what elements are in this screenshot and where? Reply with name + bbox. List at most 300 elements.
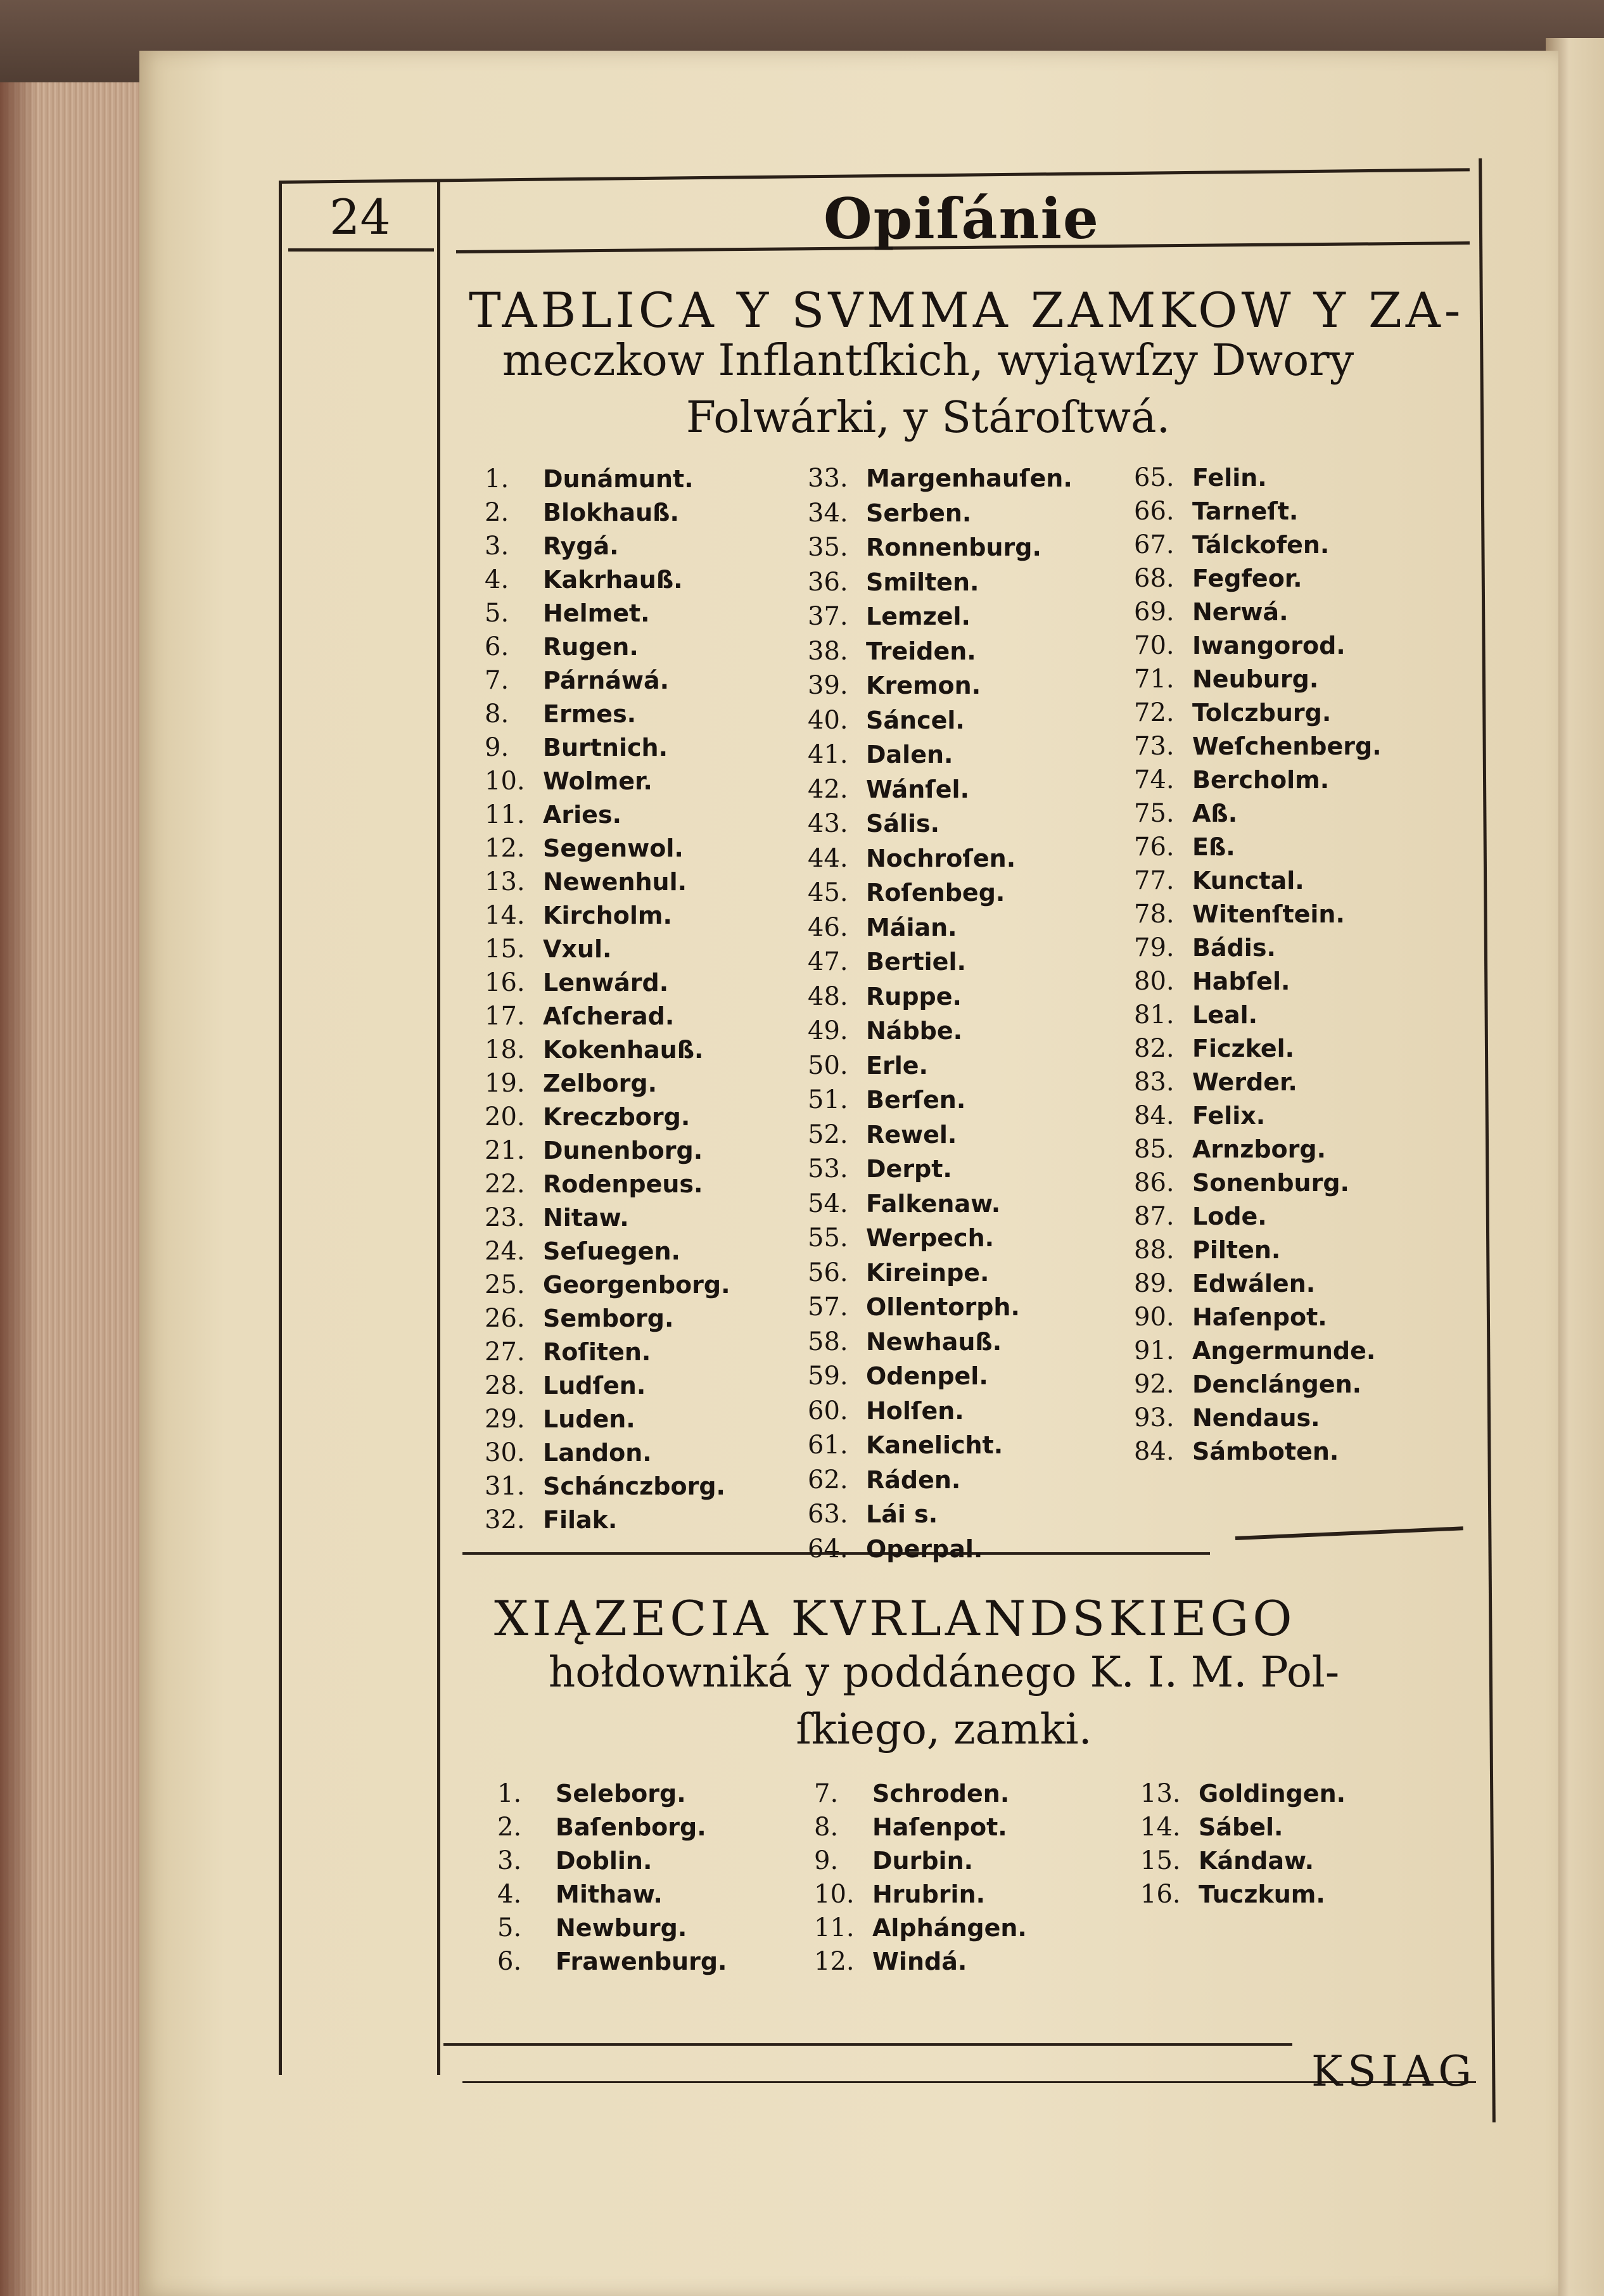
running-head: Opiſánie <box>824 186 1100 252</box>
entry-number: 43. <box>808 809 848 838</box>
entry-name: Iwangorod. <box>1192 632 1346 660</box>
list-item <box>808 1049 1112 1083</box>
entry-number: 9. <box>814 1846 839 1875</box>
entry-number: 48. <box>808 981 848 1011</box>
entry-number: 13. <box>1140 1779 1181 1808</box>
list-item <box>808 703 1112 738</box>
entry-name: Newenhul. <box>543 868 687 896</box>
list-item <box>1134 864 1463 898</box>
list-item <box>485 1134 763 1168</box>
entry-name: Newburg. <box>556 1914 687 1942</box>
entry-name: Schroden. <box>872 1780 1010 1808</box>
entry-name: Máian. <box>866 913 957 941</box>
list-item <box>485 1336 763 1369</box>
entry-number: 16. <box>485 968 525 997</box>
frame-left-outer <box>279 181 282 2075</box>
entry-number: 74. <box>1134 765 1174 794</box>
entry-name: Kándaw. <box>1199 1847 1314 1875</box>
entry-name: Treiden. <box>866 637 976 665</box>
entry-name: Sábel. <box>1199 1813 1283 1841</box>
list-item <box>485 1369 763 1403</box>
list-item <box>808 1532 1112 1567</box>
list-item <box>1134 898 1463 931</box>
entry-number: 82. <box>1134 1034 1174 1063</box>
entry-number: 4. <box>485 565 509 594</box>
list-item <box>485 933 763 966</box>
entry-name: Leal. <box>1192 1001 1258 1029</box>
entry-name: Doblin. <box>556 1847 652 1875</box>
entry-name: Durbin. <box>872 1847 974 1875</box>
entry-name: Erle. <box>866 1051 928 1080</box>
entry-number: 62. <box>808 1465 848 1495</box>
list-item <box>814 1777 1118 1811</box>
entry-number: 52. <box>808 1119 848 1149</box>
list-item <box>1134 629 1463 663</box>
entry-number: 65. <box>1134 463 1174 492</box>
entry-number: 33. <box>808 464 848 493</box>
entry-name: Filak. <box>543 1506 618 1534</box>
list-item <box>485 1235 763 1268</box>
list-item <box>808 1256 1112 1291</box>
entry-name: Ruppe. <box>866 982 962 1011</box>
entry-name: Semborg. <box>543 1304 674 1332</box>
list-item <box>485 630 763 664</box>
entry-name: Kremon. <box>866 672 981 699</box>
entry-number: 31. <box>485 1472 525 1501</box>
table1-title-line1: TABLICA Y SVMMA ZAMKOW Y ZA- <box>469 282 1465 338</box>
list-item <box>808 910 1112 945</box>
entry-name: Segenwol. <box>543 834 684 862</box>
list-item <box>485 1000 763 1033</box>
entry-number: 59. <box>808 1362 848 1391</box>
entry-number: 88. <box>1134 1235 1174 1265</box>
entry-number: 61. <box>808 1431 848 1460</box>
list-item <box>485 1100 763 1134</box>
entry-name: Schánczborg. <box>543 1472 725 1500</box>
entry-name: Weſchenberg. <box>1192 732 1382 760</box>
list-item <box>1134 1166 1463 1200</box>
table1-column-2 <box>808 461 1112 1566</box>
list-item <box>814 1945 1118 1979</box>
list-item <box>1134 696 1463 730</box>
entry-number: 21. <box>485 1136 525 1165</box>
entry-name: Arnzborg. <box>1192 1135 1327 1163</box>
entry-number: 13. <box>485 867 525 896</box>
gutter-shadow <box>0 82 38 2296</box>
entry-name: Kokenhauß. <box>543 1036 704 1064</box>
list-item <box>808 1083 1112 1118</box>
entry-number: 76. <box>1134 832 1174 862</box>
list-item <box>808 668 1112 703</box>
list-item <box>485 698 763 731</box>
entry-number: 67. <box>1134 530 1174 559</box>
entry-number: 30. <box>485 1438 525 1467</box>
entry-name: Rodenpeus. <box>543 1170 703 1198</box>
entry-name: Kreczborg. <box>543 1103 691 1131</box>
entry-number: 84. <box>1134 1437 1174 1466</box>
entry-number: 10. <box>814 1880 855 1909</box>
entry-name: Bertiel. <box>866 948 966 976</box>
entry-number: 42. <box>808 774 848 804</box>
entry-name: Sáncel. <box>866 706 965 734</box>
entry-name: Berſen. <box>866 1086 966 1114</box>
entry-number: 6. <box>485 632 509 661</box>
list-item <box>808 1325 1112 1360</box>
list-item <box>485 832 763 865</box>
entry-name: Tolczburg. <box>1192 699 1332 727</box>
entry-name: Kireinpe. <box>866 1258 990 1287</box>
list-item <box>485 1403 763 1436</box>
entry-number: 18. <box>485 1035 525 1064</box>
list-item <box>814 1811 1118 1844</box>
entry-name: Denclángen. <box>1192 1370 1362 1398</box>
entry-name: Pilten. <box>1192 1236 1281 1264</box>
entry-number: 55. <box>808 1223 848 1253</box>
entry-name: Landon. <box>543 1439 652 1467</box>
entry-number: 86. <box>1134 1168 1174 1197</box>
entry-number: 3. <box>497 1846 522 1875</box>
entry-number: 3. <box>485 532 509 561</box>
list-item <box>485 1201 763 1235</box>
list-item <box>808 772 1112 807</box>
entry-number: 37. <box>808 602 848 631</box>
entry-number: 39. <box>808 671 848 700</box>
entry-number: 2. <box>485 498 509 527</box>
entry-name: Neuburg. <box>1192 665 1319 693</box>
table1-column-1 <box>485 462 763 1537</box>
list-item <box>1134 528 1463 562</box>
entry-number: 12. <box>814 1947 855 1976</box>
table2-title-line2: hołdowniká y poddánego K. I. M. Pol- <box>548 1648 1340 1697</box>
list-item <box>1134 1334 1463 1368</box>
entry-name: Lemzel. <box>866 603 971 630</box>
entry-number: 15. <box>485 934 525 964</box>
entry-number: 38. <box>808 636 848 666</box>
entry-name: Ficzkel. <box>1192 1035 1295 1062</box>
page-number: 24 <box>329 189 391 245</box>
table1-column-3 <box>1134 461 1463 1469</box>
entry-number: 47. <box>808 947 848 976</box>
entry-number: 7. <box>814 1779 839 1808</box>
list-item <box>485 765 763 798</box>
entry-number: 60. <box>808 1396 848 1425</box>
entry-number: 5. <box>497 1913 522 1942</box>
list-item <box>1134 965 1463 998</box>
list-item <box>485 1067 763 1100</box>
entry-name: Blokhauß. <box>543 499 679 526</box>
list-item <box>1140 1777 1457 1811</box>
list-item <box>1134 663 1463 696</box>
entry-name: Werder. <box>1192 1068 1297 1096</box>
list-item <box>1140 1811 1457 1844</box>
entry-number: 19. <box>485 1069 525 1098</box>
list-item <box>485 1302 763 1336</box>
list-item <box>1140 1878 1457 1911</box>
list-item <box>1134 730 1463 763</box>
list-item <box>1134 495 1463 528</box>
entry-number: 70. <box>1134 631 1174 660</box>
entry-number: 34. <box>808 498 848 528</box>
entry-name: Lái s. <box>866 1500 938 1528</box>
entry-name: Georgenborg. <box>543 1271 730 1299</box>
entry-number: 25. <box>485 1270 525 1299</box>
list-item <box>1134 1234 1463 1267</box>
entry-name: Felin. <box>1192 464 1267 492</box>
entry-number: 29. <box>485 1405 525 1434</box>
entry-name: Falkenaw. <box>866 1189 1001 1218</box>
list-item <box>485 597 763 630</box>
entry-name: Lode. <box>1192 1202 1267 1230</box>
entry-number: 6. <box>497 1947 522 1976</box>
entry-name: Nitaw. <box>543 1204 629 1232</box>
list-item <box>1134 831 1463 864</box>
entry-name: Goldingen. <box>1199 1780 1346 1808</box>
entry-name: Vxul. <box>543 935 612 963</box>
entry-name: Mithaw. <box>556 1880 663 1908</box>
entry-number: 2. <box>497 1813 522 1842</box>
entry-name: Hrubrin. <box>872 1880 986 1908</box>
entry-number: 44. <box>808 843 848 873</box>
list-item <box>485 664 763 698</box>
list-item <box>808 1428 1112 1463</box>
entry-name: Nendaus. <box>1192 1404 1320 1432</box>
entry-name: Aries. <box>543 801 622 829</box>
list-item <box>814 1844 1118 1878</box>
entry-name: Wolmer. <box>543 767 652 795</box>
entry-name: Kircholm. <box>543 902 672 929</box>
entry-number: 63. <box>808 1500 848 1529</box>
entry-name: Tuczkum. <box>1199 1880 1325 1908</box>
entry-name: Helmet. <box>543 599 650 627</box>
list-item <box>808 496 1112 531</box>
entry-name: Witenſtein. <box>1192 900 1345 928</box>
entry-number: 53. <box>808 1154 848 1183</box>
entry-number: 15. <box>1140 1846 1181 1875</box>
list-item <box>808 1463 1112 1498</box>
entry-name: Dunenborg. <box>543 1137 703 1164</box>
list-item <box>1134 1267 1463 1301</box>
entry-name: Bercholm. <box>1192 766 1330 794</box>
entry-number: 56. <box>808 1258 848 1287</box>
entry-number: 8. <box>814 1813 839 1842</box>
entry-name: Ráden. <box>866 1465 961 1494</box>
entry-name: Operpal. <box>866 1534 983 1563</box>
entry-number: 89. <box>1134 1269 1174 1298</box>
entry-name: Serben. <box>866 499 972 527</box>
entry-number: 26. <box>485 1304 525 1333</box>
list-item <box>1134 1133 1463 1166</box>
entry-number: 12. <box>485 834 525 863</box>
entry-number: 14. <box>1140 1813 1181 1842</box>
entry-number: 10. <box>485 767 525 796</box>
entry-number: 54. <box>808 1189 848 1218</box>
entry-number: 1. <box>485 464 509 494</box>
entry-number: 58. <box>808 1327 848 1356</box>
entry-number: 5. <box>485 599 509 628</box>
entry-name: Ludſen. <box>543 1372 646 1400</box>
entry-name: Burtnich. <box>543 734 668 762</box>
entry-name: Odenpel. <box>866 1362 988 1390</box>
entry-name: Haſenpot. <box>872 1813 1007 1841</box>
entry-number: 85. <box>1134 1135 1174 1164</box>
entry-name: Rygá. <box>543 532 619 560</box>
entry-number: 28. <box>485 1371 525 1400</box>
list-item <box>485 899 763 933</box>
entry-name: Roſiten. <box>543 1338 651 1366</box>
entry-name: Ollentorph. <box>866 1293 1020 1321</box>
entry-number: 11. <box>814 1913 855 1942</box>
entry-name: Bádis. <box>1192 934 1276 962</box>
entry-number: 91. <box>1134 1336 1174 1365</box>
list-item <box>485 496 763 530</box>
entry-number: 24. <box>485 1237 525 1266</box>
list-item <box>808 1152 1112 1187</box>
table2-column-1 <box>497 1777 789 1979</box>
entry-name: Smilten. <box>866 568 979 596</box>
list-item <box>808 841 1112 876</box>
entry-name: Edwálen. <box>1192 1270 1316 1298</box>
entry-name: Dalen. <box>866 741 953 769</box>
list-item <box>808 634 1112 669</box>
frame-left-inner <box>437 181 440 2075</box>
entry-name: Lenwárd. <box>543 969 669 997</box>
entry-name: Rewel. <box>866 1120 957 1149</box>
list-item <box>485 1503 763 1537</box>
entry-number: 57. <box>808 1292 848 1322</box>
entry-number: 35. <box>808 533 848 562</box>
entry-name: Holſen. <box>866 1396 964 1425</box>
list-item <box>1134 763 1463 797</box>
entry-name: Ermes. <box>543 700 637 728</box>
entry-number: 27. <box>485 1337 525 1367</box>
entry-number: 50. <box>808 1050 848 1080</box>
list-item <box>1134 1066 1463 1099</box>
entry-number: 23. <box>485 1203 525 1232</box>
list-item <box>1134 1368 1463 1401</box>
entry-name: Luden. <box>543 1405 635 1433</box>
list-item <box>808 876 1112 910</box>
list-item <box>1134 1200 1463 1234</box>
entry-name: Aſcherad. <box>543 1002 675 1030</box>
list-item <box>1134 596 1463 629</box>
entry-number: 41. <box>808 740 848 769</box>
list-item <box>808 737 1112 772</box>
entry-name: Roſenbeg. <box>866 879 1005 907</box>
entry-name: Nerwá. <box>1192 598 1289 626</box>
entry-name: Sonenburg. <box>1192 1169 1349 1197</box>
header-rule-left <box>288 248 434 252</box>
entry-number: 78. <box>1134 900 1174 929</box>
list-item <box>1140 1844 1457 1878</box>
entry-number: 36. <box>808 567 848 597</box>
list-item <box>808 1359 1112 1394</box>
entry-name: Zelborg. <box>543 1069 658 1097</box>
entry-name: Kanelicht. <box>866 1431 1003 1459</box>
entry-number: 84. <box>1134 1101 1174 1130</box>
entry-name: Werpech. <box>866 1224 995 1252</box>
list-item <box>497 1811 789 1844</box>
entry-name: Ronnenburg. <box>866 533 1041 561</box>
list-item <box>808 1187 1112 1221</box>
entry-number: 46. <box>808 912 848 942</box>
list-item <box>485 530 763 563</box>
entry-number: 45. <box>808 878 848 907</box>
entry-name: Margenhauſen. <box>866 464 1073 492</box>
entry-number: 69. <box>1134 597 1174 627</box>
list-item <box>1134 1301 1463 1334</box>
entry-number: 93. <box>1134 1403 1174 1432</box>
list-item <box>808 1497 1112 1532</box>
entry-number: 16. <box>1140 1880 1181 1909</box>
list-item <box>814 1911 1118 1945</box>
entry-name: Alphángen. <box>872 1914 1027 1942</box>
list-item <box>808 1118 1112 1152</box>
list-item <box>497 1945 789 1979</box>
list-item <box>1134 931 1463 965</box>
entry-number: 83. <box>1134 1068 1174 1097</box>
entry-name: Felix. <box>1192 1102 1266 1130</box>
entry-name: Angermunde. <box>1192 1337 1376 1365</box>
table2-title-line1: XIĄZECIA KVRLANDSKIEGO <box>494 1590 1296 1647</box>
list-item <box>485 798 763 832</box>
entry-name: Seleborg. <box>556 1780 686 1808</box>
entry-name: Nábbe. <box>866 1017 963 1045</box>
entry-name: Derpt. <box>866 1155 952 1183</box>
entry-number: 81. <box>1134 1000 1174 1030</box>
entry-name: Rugen. <box>543 633 639 661</box>
list-item <box>808 807 1112 841</box>
list-item <box>485 731 763 765</box>
entry-number: 80. <box>1134 967 1174 996</box>
list-item <box>814 1878 1118 1911</box>
entry-number: 1. <box>497 1779 522 1808</box>
list-item <box>808 530 1112 565</box>
entry-name: Fegfeor. <box>1192 564 1302 592</box>
entry-number: 77. <box>1134 866 1174 895</box>
entry-number: 72. <box>1134 698 1174 727</box>
list-item <box>808 1290 1112 1325</box>
entry-number: 71. <box>1134 665 1174 694</box>
list-item <box>485 563 763 597</box>
list-item <box>497 1777 789 1811</box>
entry-name: Windá. <box>872 1948 967 1975</box>
entry-name: Kunctal. <box>1192 867 1304 895</box>
list-item <box>1134 998 1463 1032</box>
list-item <box>485 1168 763 1201</box>
entry-name: Aß. <box>1192 800 1238 827</box>
entry-name: Párnáwá. <box>543 666 670 694</box>
list-item <box>808 461 1112 496</box>
list-item <box>497 1844 789 1878</box>
entry-number: 7. <box>485 666 509 695</box>
list-item <box>808 599 1112 634</box>
entry-number: 90. <box>1134 1303 1174 1332</box>
entry-number: 9. <box>485 733 509 762</box>
list-item <box>485 1470 763 1503</box>
list-item <box>1134 562 1463 596</box>
entry-number: 20. <box>485 1102 525 1132</box>
entry-number: 87. <box>1134 1202 1174 1231</box>
footer-rule <box>443 2043 1292 2046</box>
entry-number: 73. <box>1134 732 1174 761</box>
entry-name: Newhauß. <box>866 1327 1002 1356</box>
entry-name: Nochroſen. <box>866 844 1016 872</box>
entry-number: 51. <box>808 1085 848 1114</box>
entry-number: 14. <box>485 901 525 930</box>
entry-name: Eß. <box>1192 833 1235 861</box>
entry-number: 17. <box>485 1002 525 1031</box>
entry-name: Habſel. <box>1192 967 1290 995</box>
